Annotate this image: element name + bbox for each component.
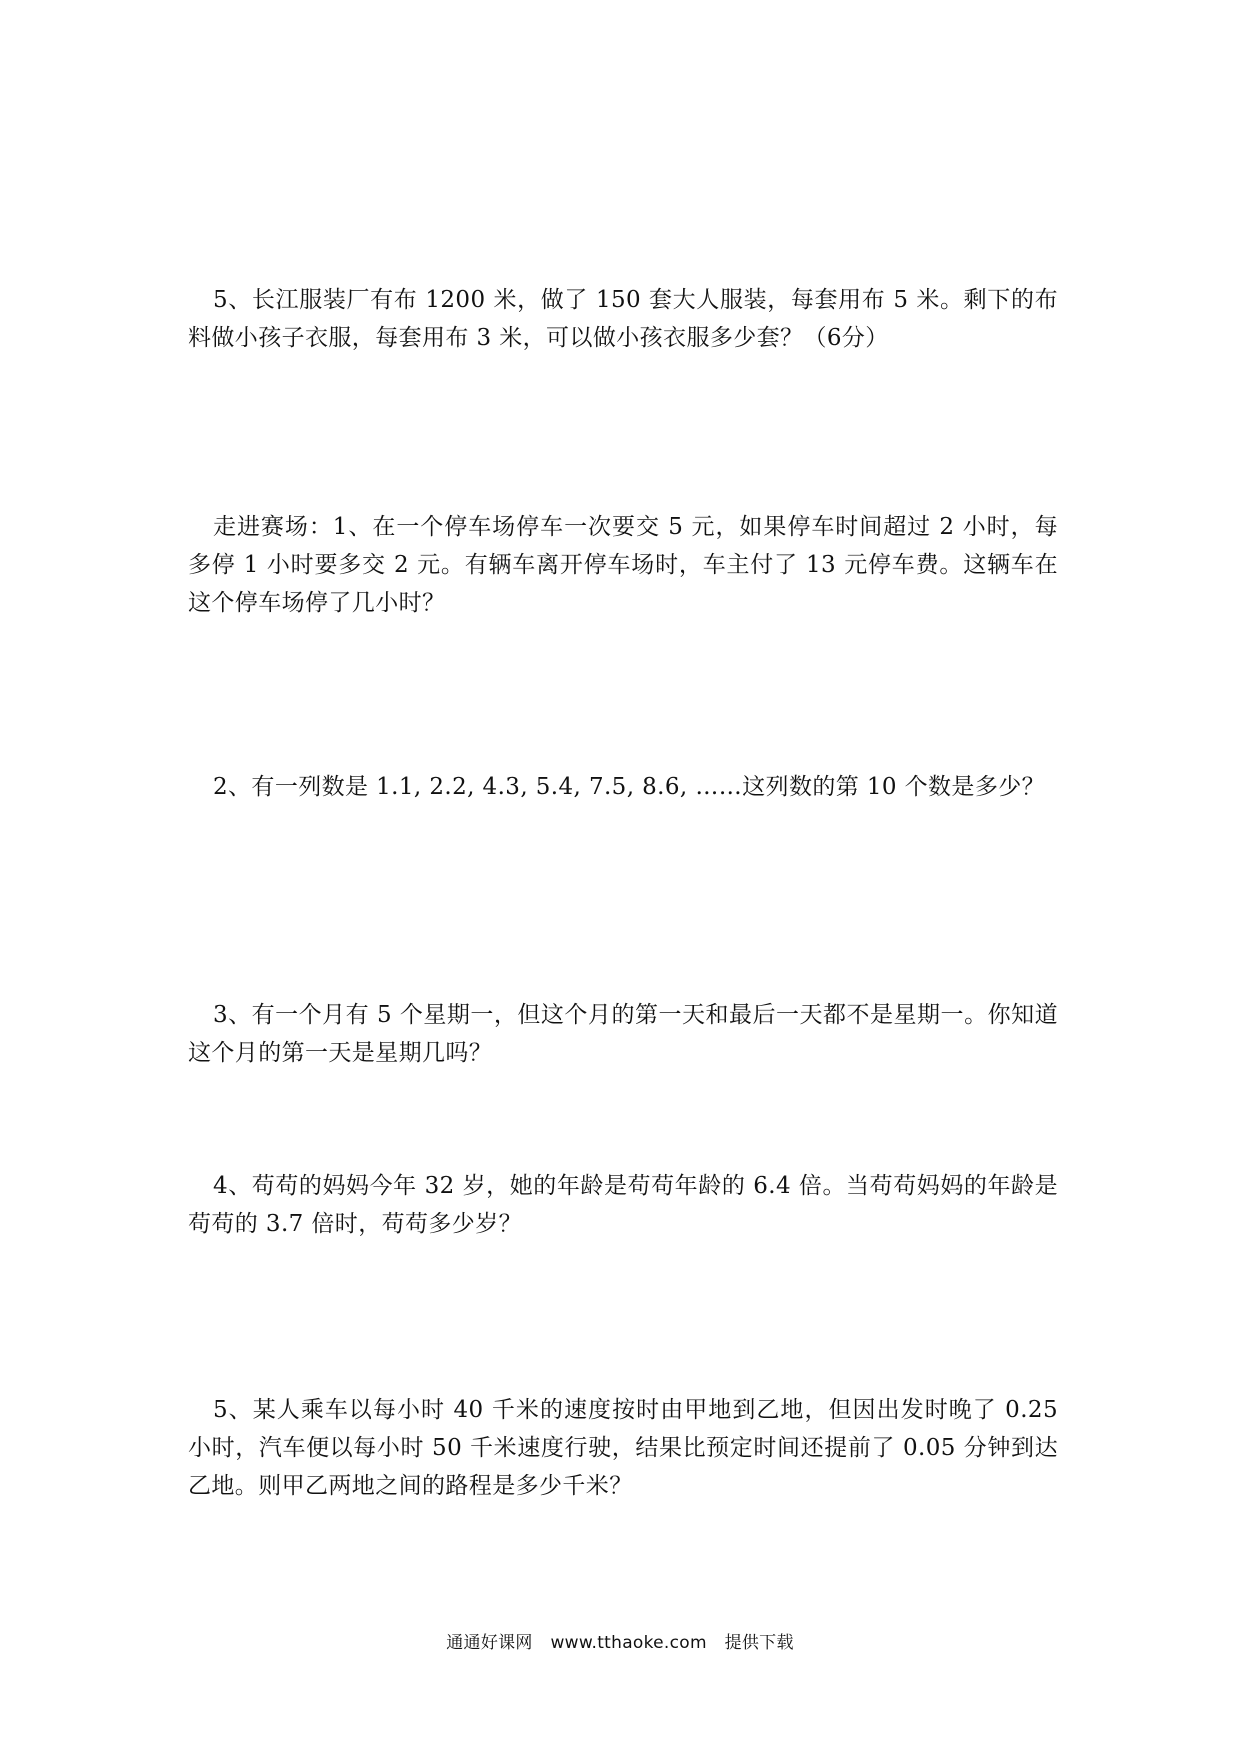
footer-site-name: 通通好课网 xyxy=(446,1633,533,1653)
footer-download-text: 提供下载 xyxy=(724,1633,794,1653)
problem-parking-fee: 走进赛场：1、在一个停车场停车一次要交 5 元，如果停车时间超过 2 小时，每多停 1 小时要多交 2 元。有辆车离开停车场时，车主付了 13 元停车费。这辆车在这个停车场停了几小时？ xyxy=(188,514,1058,616)
problem-5-clothing-factory: 5、长江服装厂有布 1200 米，做了 150 套大人服装，每套用布 5 米。剩下的布料做小孩子衣服，每套用布 3 米，可以做小孩衣服多少套？（6分） xyxy=(188,287,1058,351)
problem-number-sequence: 2、有一列数是 1.1, 2.2, 4.3, 5.4, 7.5, 8.6, ……这列数的第 10 个数是多少？ xyxy=(213,774,1046,800)
problem-age-ratio: 4、苟苟的妈妈今年 32 岁，她的年龄是苟苟年龄的 6.4 倍。当苟苟妈妈的年龄是苟苟的 3.7 倍时，苟苟多少岁？ xyxy=(188,1173,1058,1237)
problem-month-mondays: 3、有一个月有 5 个星期一，但这个月的第一天和最后一天都不是星期一。你知道这个月的第一天是星期几吗？ xyxy=(188,1002,1058,1066)
footer-url[interactable]: www.tthaoke.com xyxy=(550,1633,707,1653)
page-footer xyxy=(0,1628,1240,1653)
problem-travel-distance: 5、某人乘车以每小时 40 千米的速度按时由甲地到乙地，但因出发时晚了 0.25 小时，汽车便以每小时 50 千米速度行驶，结果比预定时间还提前了 0.05 分钟到达乙地。则甲乙两地之间的路程是多少千米？ xyxy=(188,1397,1058,1499)
